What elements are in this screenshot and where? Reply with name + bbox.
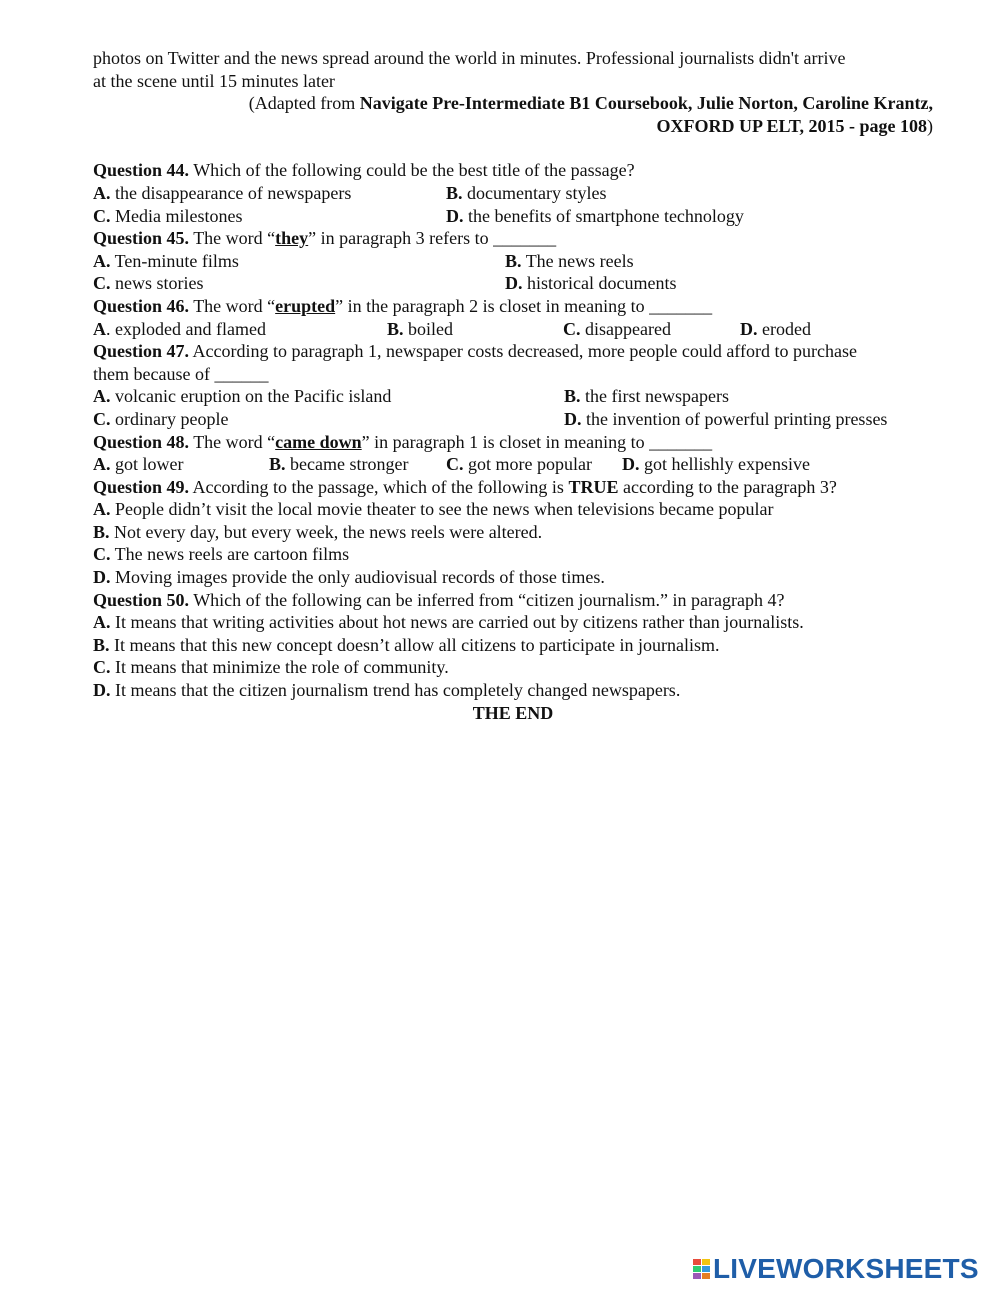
liveworksheets-wordmark: LIVEWORKSHEETS: [713, 1253, 979, 1284]
intro-line-2: at the scene until 15 minutes later: [93, 70, 335, 91]
q46-options-row: [93, 318, 933, 341]
question-label: Question 45.: [93, 228, 190, 249]
q48-option-d[interactable]: D. got hellishly expensive: [622, 454, 810, 475]
q49-option-c[interactable]: C. The news reels are cartoon films: [93, 544, 350, 565]
q45-options-row-1: [93, 250, 933, 273]
highlighted-word: came down: [275, 431, 362, 452]
q47-options-row-2: [93, 408, 933, 431]
q45-option-c[interactable]: C. news stories: [93, 273, 204, 294]
q50-option-c[interactable]: C. It means that minimize the role of community.: [93, 657, 449, 678]
q46-option-b[interactable]: B. boiled: [387, 318, 454, 339]
question-text: Which of the following could be the best title of the passage?: [189, 160, 635, 181]
question-label: Question 47.: [93, 341, 190, 362]
citation-source: Navigate Pre-Intermediate B1 Coursebook, Julie Norton, Caroline Krantz,: [359, 93, 933, 114]
q50-option-a[interactable]: A. It means that writing activities about hot news are carried out by citizens rather than journalists.: [93, 612, 804, 633]
question-49: Question 49. According to the passage, which of the following is TRUE according to the paragraph 3?: [93, 476, 837, 497]
question-46: Question 46. The word “erupted” in the paragraph 2 is closet in meaning to _______: [93, 295, 713, 316]
q48-option-a[interactable]: A. got lower: [93, 454, 184, 475]
q44-option-b[interactable]: B. documentary styles: [446, 182, 607, 203]
citation-line-1: [93, 92, 933, 115]
q49-option-b[interactable]: B. Not every day, but every week, the news reels were altered.: [93, 521, 543, 542]
citation-suffix: ): [927, 115, 933, 136]
q44-option-a[interactable]: A. the disappearance of newspapers: [93, 182, 352, 203]
question-label: Question 49.: [93, 476, 190, 497]
liveworksheets-logo[interactable]: [693, 1255, 979, 1283]
question-label: Question 48.: [93, 431, 190, 452]
q50-option-b[interactable]: B. It means that this new concept doesn’t allow all citizens to participate in journalism.: [93, 634, 720, 655]
question-45: Question 45. The word “they” in paragraph 3 refers to _______: [93, 228, 557, 249]
citation-line-2: [93, 115, 933, 138]
question-44: [93, 159, 933, 182]
q47-options-row-1: [93, 385, 933, 408]
q44-option-c[interactable]: C. Media milestones: [93, 205, 243, 226]
q48-option-c[interactable]: C. got more popular: [446, 454, 592, 475]
question-label: Question 46.: [93, 295, 190, 316]
question-label: Question 50.: [93, 589, 190, 610]
q45-options-row-2: [93, 272, 933, 295]
liveworksheets-icon: [693, 1259, 710, 1279]
citation-prefix: (Adapted from: [248, 93, 360, 114]
q44-options-row-1: [93, 182, 933, 205]
question-48: Question 48. The word “came down” in paragraph 1 is closet in meaning to _______: [93, 431, 713, 452]
question-47: [93, 340, 933, 363]
the-end: THE END: [472, 702, 554, 723]
question-50: [93, 589, 933, 612]
q48-option-b[interactable]: B. became stronger: [269, 454, 409, 475]
question-text: According to paragraph 1, newspaper costs decreased, more people could afford to purchase: [189, 341, 857, 362]
q45-option-d[interactable]: D. historical documents: [505, 273, 677, 294]
q48-options-row: [93, 453, 933, 476]
q47-option-a[interactable]: A. volcanic eruption on the Pacific island: [93, 386, 392, 407]
q47-option-d[interactable]: D. the invention of powerful printing presses: [564, 408, 888, 429]
q45-option-b[interactable]: B. The news reels: [505, 250, 634, 271]
question-text: Which of the following can be inferred from “citizen journalism.” in paragraph 4?: [189, 589, 785, 610]
question-47-cont: them because of ______: [93, 363, 269, 384]
intro-line-1: photos on Twitter and the news spread around the world in minutes. Professional journalists didn't arrive: [93, 48, 846, 68]
highlighted-word: erupted: [275, 295, 336, 316]
q46-option-c[interactable]: C. disappeared: [563, 318, 671, 339]
q46-option-d[interactable]: D. eroded: [740, 318, 811, 339]
highlighted-word: they: [275, 228, 309, 249]
question-label: Question 44.: [93, 160, 190, 181]
citation-publisher: OXFORD UP ELT, 2015 - page 108: [656, 115, 927, 136]
q49-option-d[interactable]: D. Moving images provide the only audiovisual records of those times.: [93, 567, 605, 588]
q50-option-d[interactable]: D. It means that the citizen journalism trend has completely changed newspapers.: [93, 680, 681, 701]
q47-option-b[interactable]: B. the first newspapers: [564, 386, 729, 407]
worksheet-page: [93, 47, 933, 724]
q49-option-a[interactable]: A. People didn’t visit the local movie theater to see the news when televisions became popular: [93, 499, 774, 520]
q45-option-a[interactable]: A. Ten-minute films: [93, 250, 239, 271]
q44-options-row-2: [93, 205, 933, 228]
q44-option-d[interactable]: D. the benefits of smartphone technology: [446, 205, 744, 226]
q46-option-a[interactable]: A. exploded and flamed: [93, 318, 266, 339]
q47-option-c[interactable]: C. ordinary people: [93, 408, 229, 429]
